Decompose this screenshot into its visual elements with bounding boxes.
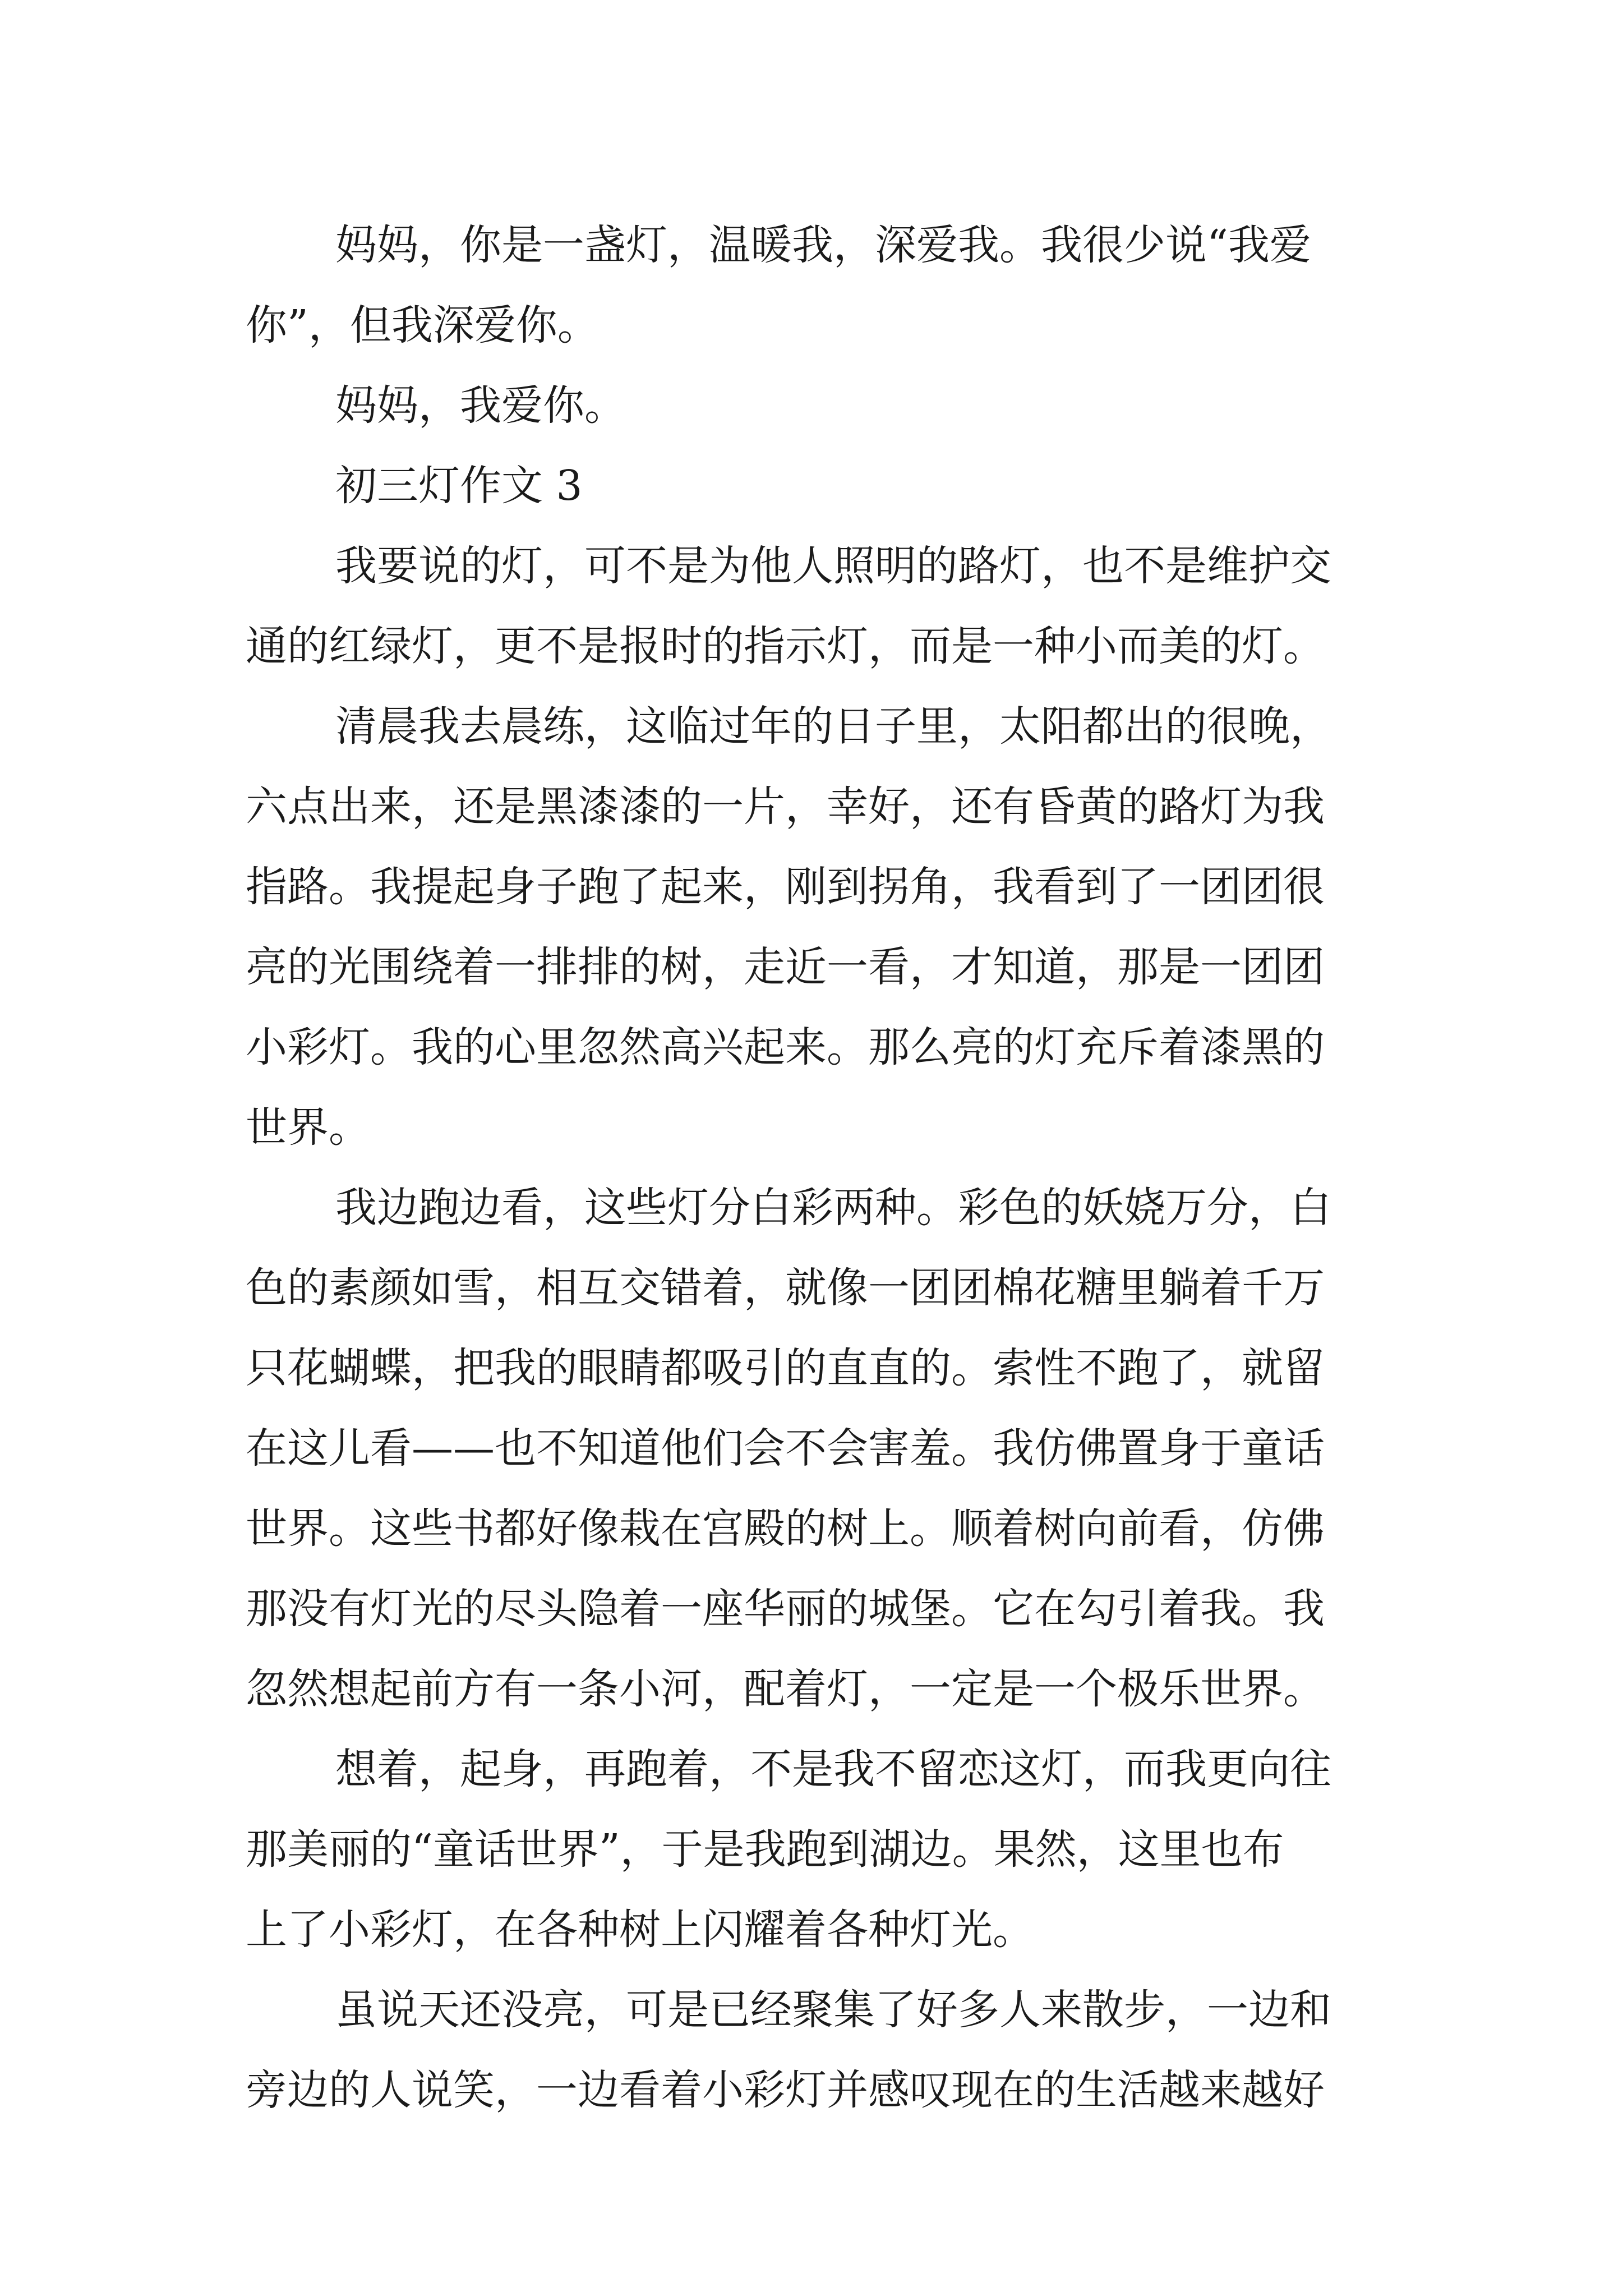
text-line bbox=[0, 1570, 1623, 1648]
text-line bbox=[0, 1650, 1623, 1728]
text-line bbox=[0, 1730, 1623, 1809]
text-line bbox=[0, 607, 1623, 685]
line-text: 在这儿看——也不知道他们会不会害羞。我仿佛置身于童话 bbox=[246, 1424, 1325, 1473]
text-line bbox=[0, 1409, 1623, 1488]
line-text: 忽然想起前方有一条小河，配着灯，一定是一个极乐世界。 bbox=[246, 1665, 1325, 1713]
text-line bbox=[0, 1168, 1623, 1247]
text-line bbox=[0, 1008, 1623, 1087]
line-text: 色的素颜如雪，相互交错着，就像一团团棉花糖里躺着千万 bbox=[246, 1264, 1325, 1312]
line-text: 世界。这些书都好像栽在宫殿的树上。顺着树向前看，仿佛 bbox=[246, 1504, 1325, 1553]
text-line bbox=[0, 1088, 1623, 1167]
text-line bbox=[0, 1329, 1623, 1407]
line-text: 想着，起身，再跑着，不是我不留恋这灯，而我更向往 bbox=[335, 1745, 1331, 1793]
line-text: 小彩灯。我的心里忽然高兴起来。那么亮的灯充斥着漆黑的 bbox=[246, 1023, 1325, 1071]
line-text: 妈妈，你是一盏灯，温暖我，深爱我。我很少说“我爱 bbox=[335, 221, 1311, 269]
line-text: 指路。我提起身子跑了起来，刚到拐角，我看到了一团团很 bbox=[246, 863, 1325, 911]
line-text: 你”，但我深爱你。 bbox=[246, 301, 599, 349]
heading-text: 初三灯作文 3 bbox=[335, 462, 583, 510]
text-line bbox=[0, 1810, 1623, 1889]
line-text: 通的红绿灯，更不是报时的指示灯，而是一种小而美的灯。 bbox=[246, 622, 1325, 670]
line-text: 清晨我去晨练，这临过年的日子里，太阳都出的很晚， bbox=[335, 702, 1331, 751]
line-text: 我边跑边看，这些灯分白彩两种。彩色的妖娆万分，白 bbox=[335, 1184, 1331, 1232]
line-text: 旁边的人说笑，一边看着小彩灯并感叹现在的生活越来越好 bbox=[246, 2066, 1325, 2114]
text-line bbox=[0, 767, 1623, 846]
line-text: 亮的光围绕着一排排的树，走近一看，才知道，那是一团团 bbox=[246, 943, 1325, 991]
text-line bbox=[0, 206, 1623, 284]
text-line bbox=[0, 2051, 1623, 2129]
line-text: 世界。 bbox=[246, 1103, 370, 1152]
line-text: 只花蝴蝶，把我的眼睛都吸引的直直的。索性不跑了，就留 bbox=[246, 1344, 1325, 1392]
section-heading bbox=[0, 447, 1623, 525]
text-line bbox=[0, 928, 1623, 1006]
line-text: 那没有灯光的尽头隐着一座华丽的城堡。它在勾引着我。我 bbox=[246, 1585, 1325, 1633]
line-text: 那美丽的“童话世界”，于是我跑到湖边。果然，这里也布 bbox=[246, 1825, 1284, 1874]
text-line bbox=[0, 527, 1623, 605]
text-line bbox=[0, 366, 1623, 445]
text-line bbox=[0, 687, 1623, 766]
text-line bbox=[0, 1971, 1623, 2049]
text-line bbox=[0, 1890, 1623, 1969]
line-text: 妈妈，我爱你。 bbox=[335, 381, 626, 430]
line-text: 六点出来，还是黑漆漆的一片，幸好，还有昏黄的路灯为我 bbox=[246, 783, 1325, 831]
text-line bbox=[0, 848, 1623, 926]
line-text: 虽说天还没亮，可是已经聚集了好多人来散步，一边和 bbox=[335, 1986, 1331, 2034]
text-line bbox=[0, 1489, 1623, 1568]
line-text: 上了小彩灯，在各种树上闪耀着各种灯光。 bbox=[246, 1906, 1034, 1954]
line-text: 我要说的灯，可不是为他人照明的路灯，也不是维护交 bbox=[335, 542, 1331, 590]
text-line bbox=[0, 1249, 1623, 1327]
text-line bbox=[0, 286, 1623, 365]
